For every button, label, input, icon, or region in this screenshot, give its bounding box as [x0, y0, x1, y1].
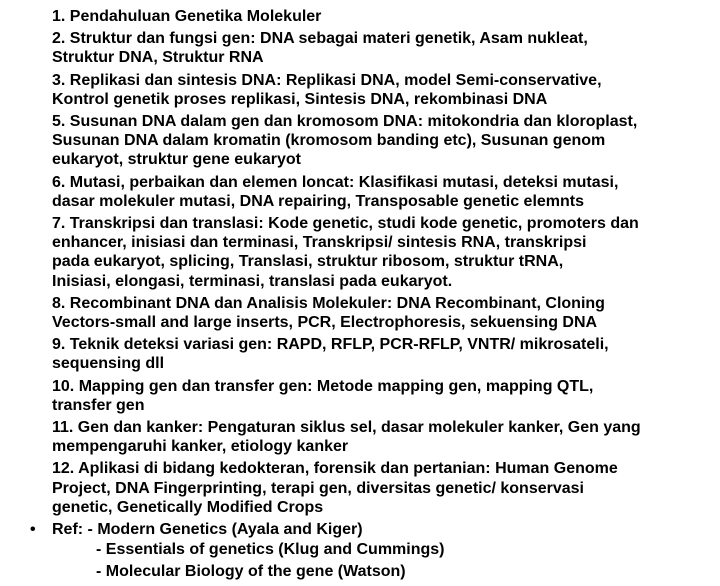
reference-line: - Molecular Biology of the gene (Watson)	[96, 563, 406, 581]
topic-title-line: 7. Transkripsi dan translasi: Kode genetic, studi kode genetic, promoters dan	[52, 215, 639, 233]
topic-continuation-line: sequensing dll	[52, 355, 165, 373]
topic-continuation-line: Struktur DNA, Struktur RNA	[52, 49, 264, 67]
topic-continuation-line: pada eukaryot, splicing, Translasi, struktur ribosom, struktur tRNA,	[52, 253, 564, 271]
topic-continuation-line: Kontrol genetik proses replikasi, Sintesis DNA, rekombinasi DNA	[52, 90, 548, 108]
topic-continuation-line: mempengaruhi kanker, etiology kanker	[52, 438, 349, 456]
topic-item	[24, 214, 714, 291]
topic-item	[24, 335, 714, 373]
topic-item	[24, 71, 714, 109]
topic-item	[24, 173, 714, 211]
topic-item	[24, 112, 714, 170]
topic-list	[24, 7, 714, 517]
topic-continuation-line: enhancer, inisiasi dan terminasi, Transkripsi/ sintesis RNA, transkripsi	[52, 234, 587, 252]
syllabus-document	[24, 7, 714, 586]
topic-continuation-line: transfer gen	[52, 396, 145, 414]
topic-continuation-line: Vectors-small and large inserts, PCR, Electrophoresis, sekuensing DNA	[52, 314, 598, 332]
topic-item	[24, 418, 714, 456]
topic-item	[24, 294, 714, 332]
topic-continuation-line: eukaryot, struktur gene eukaryot	[52, 151, 301, 169]
references-bullet: •	[30, 521, 36, 539]
topic-title-line: 5. Susunan DNA dalam gen dan kromosom DNA: mitokondria dan kloroplast,	[52, 113, 638, 131]
topic-continuation-line: Project, DNA Fingerprinting, terapi gen, diversitas genetic/ konservasi	[52, 479, 584, 497]
topic-title-line: 1. Pendahuluan Genetika Molekuler	[52, 8, 322, 25]
references-block	[24, 520, 714, 583]
topic-item	[24, 377, 714, 415]
topic-item	[24, 7, 714, 26]
topic-continuation-line: Susunan DNA dalam kromatin (kromosom banding etc), Susunan genom	[52, 132, 606, 150]
topic-title-line: 8. Recombinant DNA dan Analisis Molekuler: DNA Recombinant, Cloning	[52, 294, 605, 312]
topic-title-line: 9. Teknik deteksi variasi gen: RAPD, RFLP, PCR-RFLP, VNTR/ mikrosateli,	[52, 336, 609, 354]
topic-item	[24, 459, 714, 517]
topic-title-line: 3. Replikasi dan sintesis DNA: Replikasi DNA, model Semi-conservative,	[52, 71, 602, 89]
topic-title-line: 6. Mutasi, perbaikan dan elemen loncat: Klasifikasi mutasi, deteksi mutasi,	[52, 173, 619, 191]
topic-title-line: 2. Struktur dan fungsi gen: DNA sebagai materi genetik, Asam nukleat,	[52, 30, 588, 48]
topic-continuation-line: genetic, Genetically Modified Crops	[52, 498, 324, 516]
topic-title-line: 11. Gen dan kanker: Pengaturan siklus sel, dasar molekuler kanker, Gen yang	[52, 419, 641, 437]
topic-title-line: 12. Aplikasi di bidang kedokteran, forensik dan pertanian: Human Genome	[52, 460, 618, 478]
references-heading: Ref: - Modern Genetics (Ayala and Kiger)	[52, 521, 363, 539]
topic-continuation-line: Inisiasi, elongasi, terminasi, translasi pada eukaryot.	[52, 272, 453, 290]
reference-line: - Essentials of genetics (Klug and Cummings)	[96, 541, 445, 559]
topic-title-line: 10. Mapping gen dan transfer gen: Metode mapping gen, mapping QTL,	[52, 377, 594, 395]
topic-item	[24, 29, 714, 67]
topic-continuation-line: dasar molekuler mutasi, DNA repairing, Transposable genetic elemnts	[52, 192, 585, 210]
